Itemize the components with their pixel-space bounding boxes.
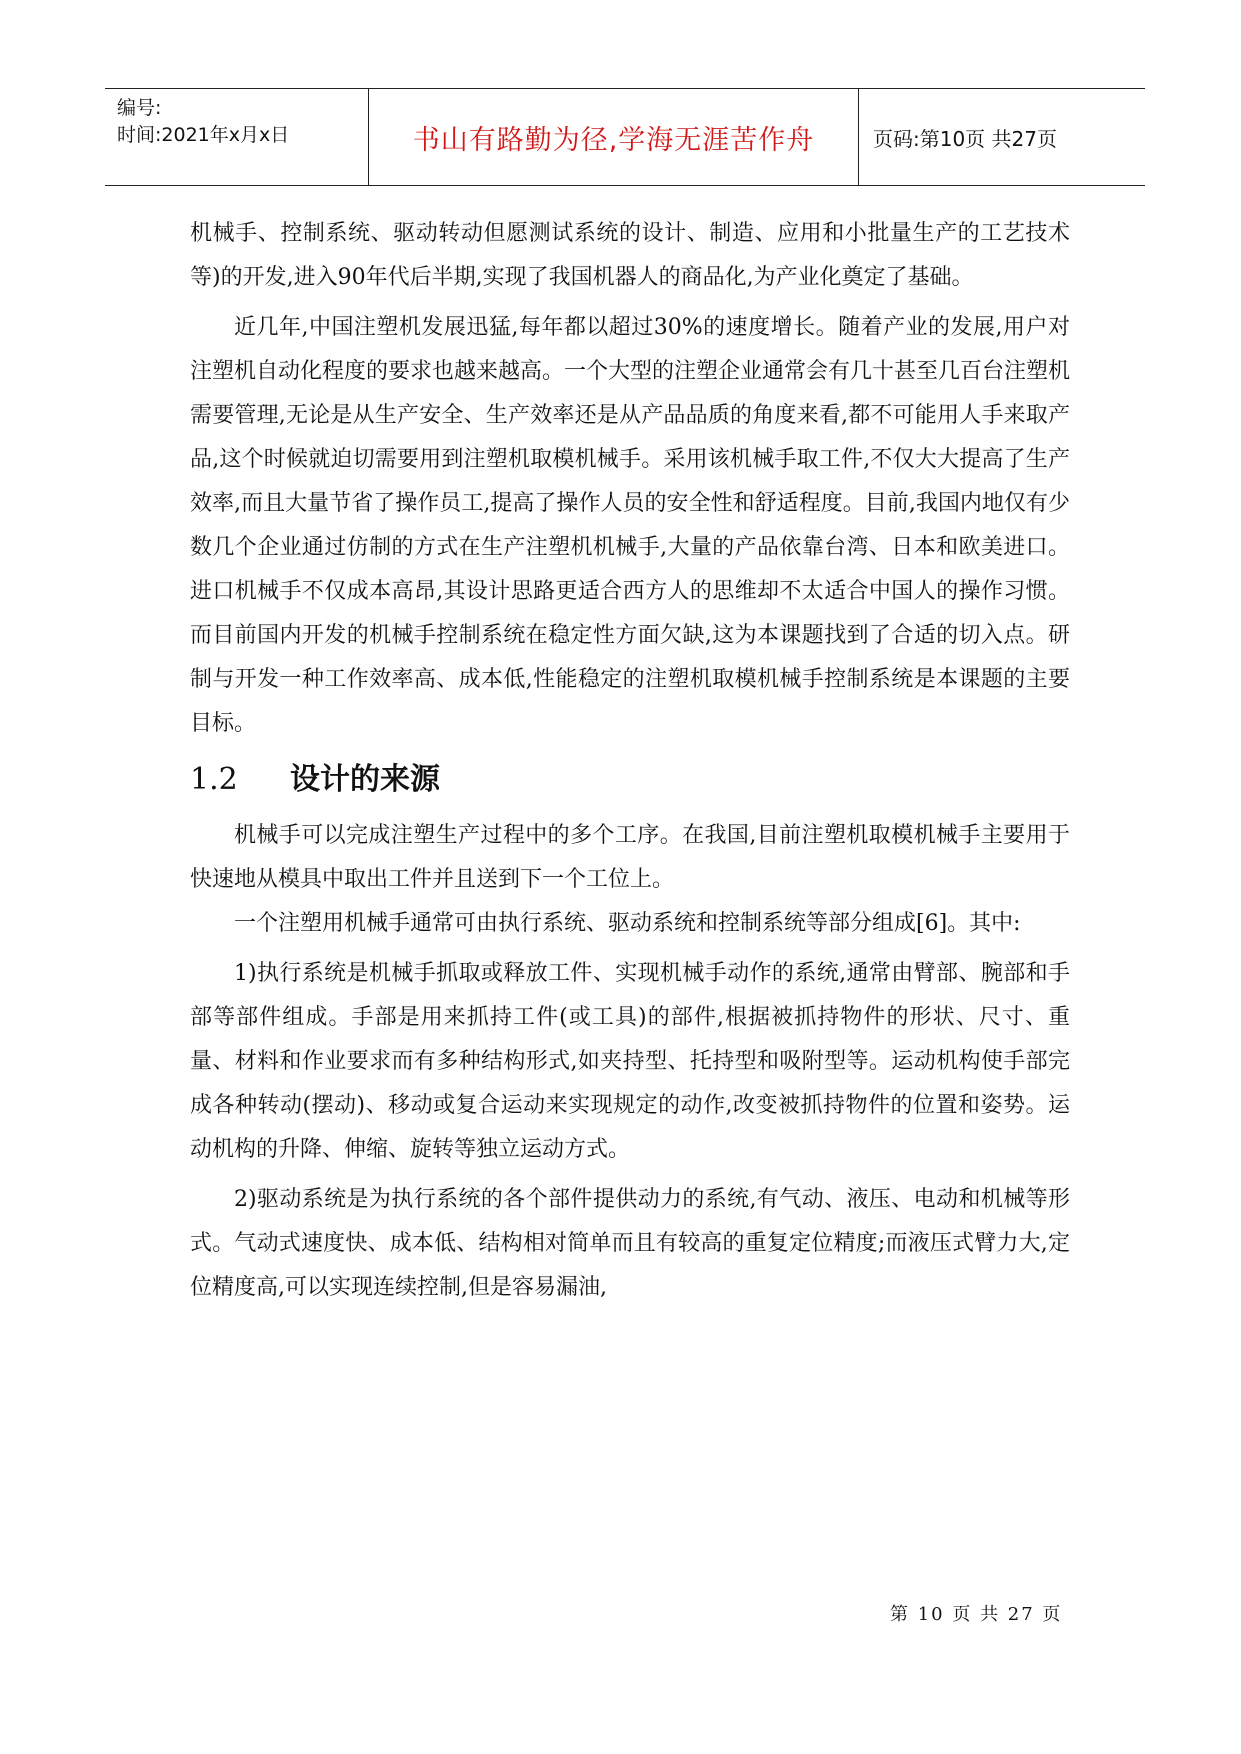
section-number: 1.2	[190, 762, 238, 797]
header-motto: 书山有路勤为径,学海无涯苦作舟	[369, 89, 859, 185]
document-number-label: 编号:	[117, 97, 162, 119]
paragraph: 机械手、控制系统、驱动转动但愿测试系统的设计、制造、应用和小批量生产的工艺技术等)的开发,进入90年代后半期,实现了我国机器人的商品化,为产业化奠定了基础。	[190, 221, 1070, 290]
document-time-label: 时间:2021年x月x日	[117, 124, 290, 146]
paragraph: 2)驱动系统是为执行系统的各个部件提供动力的系统,有气动、液压、电动和机械等形式。气动式速度快、成本低、结构相对简单而且有较高的重复定位精度;而液压式臂力大,定位精度高,可以实现连续控制,但是容易漏油,	[190, 1187, 1070, 1300]
page-footer: 第 10 页 共 27 页	[890, 1604, 1063, 1625]
paragraph: 近几年,中国注塑机发展迅猛,每年都以超过30%的速度增长。随着产业的发展,用户对注塑机自动化程度的要求也越来越高。一个大型的注塑企业通常会有几十甚至几百台注塑机需要管理,无论是从生产安全、生产效率还是从产品品质的角度来看,都不可能用人手来取产品,这个时候就迫切需要用到注塑机取模机械手。采用该机械手取工件,不仅大大提高了生产效率,而且大量节省了操作员工,提高了操作人员的安全性和舒适程度。目前,我国内地仅有少数几个企业通过仿制的方式在生产注塑机机械手,大量的产品依靠台湾、日本和欧美进口。进口机械手不仅成本高昂,其设计思路更适合西方人的思维却不太适合中国人的操作习惯。而目前国内开发的机械手控制系统在稳定性方面欠缺,这为本课题找到了合适的切入点。研制与开发一种工作效率高、成本低,性能稳定的注塑机取模机械手控制系统是本课题的主要目标。	[190, 315, 1071, 736]
header-meta	[105, 89, 369, 185]
document-body	[190, 212, 1070, 1310]
section-heading	[190, 756, 1070, 804]
paragraph: 1)执行系统是机械手抓取或释放工件、实现机械手动作的系统,通常由臂部、腕部和手部等部件组成。手部是用来抓持工件(或工具)的部件,根据被抓持物件的形状、尺寸、重量、材料和作业要求而有多种结构形式,如夹持型、托持型和吸附型等。运动机构使手部完成各种转动(摆动)、移动或复合运动来实现规定的动作,改变被抓持物件的位置和姿势。运动机构的升降、伸缩、旋转等独立运动方式。	[190, 961, 1070, 1162]
paragraph: 一个注塑用机械手通常可由执行系统、驱动系统和控制系统等部分组成[6]。其中:	[234, 911, 1021, 936]
paragraph: 机械手可以完成注塑生产过程中的多个工序。在我国,目前注塑机取模机械手主要用于快速地从模具中取出工件并且送到下一个工位上。	[190, 823, 1070, 892]
page-header	[105, 88, 1145, 186]
section-title: 设计的来源	[290, 762, 440, 797]
header-page-info: 页码:第10页 共27页	[873, 126, 1057, 151]
